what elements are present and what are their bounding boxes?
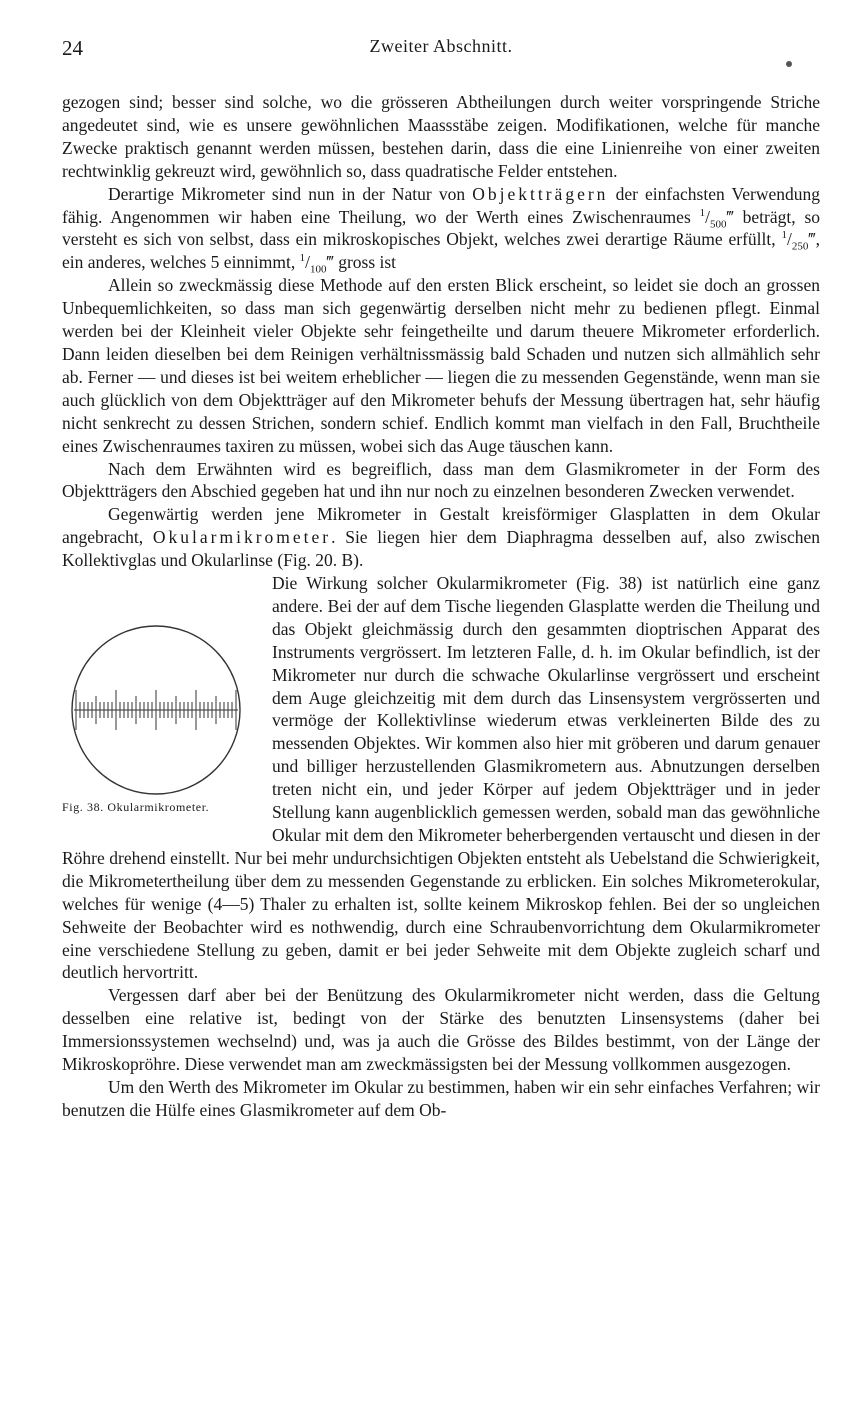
ink-spot (786, 61, 792, 67)
running-head: Zweiter Abschnitt. (369, 36, 513, 56)
page-header (62, 36, 820, 66)
emphasis-objekttraegern: Objektträgern (472, 183, 609, 204)
page-number: 24 (62, 36, 83, 60)
paragraph-3: Allein so zweckmässig diese Methode auf den ersten Blick erscheint, so leidet sie doch an grossen Unbequemlichkeiten, so dass man sich gegenwärtig derselben nicht mehr zu bedienen pflegt. Einmal werden bei der Kleinheit vieler Objekte sehr feingetheilte und darum theuere Mikrometer erforderlich. Dann leiden dieselben bei dem Reinigen verhältnissmässig bald Schaden und nutzen sich allmählich sehr ab. Ferner — und dieses ist bei weitem erheblicher — liegen die zu messenden Gegenstände, wenn man sie auch glücklich von dem Objektträger auf den Mikrometer behufs der Messung übertragen hat, sehr häufig nicht senkrecht zu dessen Strichen, sondern schief. Endlich kommt man vielfach in den Fall, Bruchtheile eines Zwischenraumes taxiren zu müssen, wobei sich das Auge täuschen kann. (62, 275, 820, 456)
body-text: gezogen sind; besser sind solche, wo die grösseren Abtheilungen durch weiter vorspringende Striche angedeutet sind, wie es unsere gewöhnlichen Maassstäbe zeigen. Modifikationen, welche für manche Zwecke praktisch genannt werden müssen, bestehen darin, dass die eine Linienreihe von einer zweiten rechtwinklig gekreuzt wird, gewöhnlich so, dass quadratische Felder entstehen. Derartige Mikrometer sind nun in der Natur von Objektträgern der einfachsten Verwendung fähig. Angenommen wir haben eine Theilung, wo der Werth eines Zwischenraumes $^1/_{500}‴$ beträgt, so versteht es sich von selbst, dass ein mikroskopisches Objekt, welches zwei derartige Räume erfüllt, $^1/_{250}‴$, ein anderes, welches 5 einnimmt, $^1/_{100}‴$ gross ist Allein so zweckmässig diese Methode auf den ersten Blick erscheint, so leidet sie doch an grossen Unbequemlichkeiten, so dass man sich gegenwärtig derselben nicht mehr zu bedienen pflegt. Einmal werden bei der Kleinheit vieler Objekte sehr feingetheilte und darum theuere Mikrometer erforderlich. Dann leiden dieselben bei dem Reinigen verhältnissmässig bald Schaden und nutzen sich allmählich sehr ab. Ferner — und dieses ist bei weitem erheblicher — liegen die zu messenden Gegenstände, wenn man sie auch glücklich von dem Objektträger auf den Mikrometer behufs der Messung übertragen hat, sehr häufig nicht senkrecht zu dessen Strichen, sondern schief. Endlich kommt man vielfach in den Fall, Bruchtheile eines Zwischenraumes taxiren zu müssen, wobei sich das Auge täuschen kann. Nach dem Erwähnten wird es begreiflich, dass man dem Glasmikrometer in der Form des Objektträgers den Abschied gegeben hat und ihn nur noch zu einzelnen besonderen Zwecken verwendet. Gegenwärtig werden jene Mikrometer in Gestalt kreisförmiger Glasplatten in dem Okular angebracht, Okularmikrometer. Sie liegen hier dem Diaphragma desselben auf, also zwischen Kollektivglas und Okularlinse (Fig. 20. B). Fig. 38. Okularmikrometer. Die Wirkung solcher Okularmikrometer (Fig. 38) ist natürlich eine ganz andere. Bei der auf dem Tische liegenden Glasplatte werden die Theilung und das Objekt gleichmässig durch den gesammten dioptrischen Apparat des Instruments vergrössert. Im letzteren Falle, d. h. im Okular befindlich, ist der Mikrometer nur durch die schwache Okularlinse vergrössert und erscheint dem Auge gleichzeitig mit dem durch das Linsensystem vergrösserten und vermöge der Kollektivlinse wiederum etwas verkleinerten Bilde des zu messenden Objektes. Wir kommen also hier mit gröberen und darum genauer und billiger herzustellenden Glasmikrometern aus. Abnutzungen derselben treten nicht ein, und jeder Körper auf jedem Objektträger und in jeder Stellung kann augenblicklich gemessen werden, sobald man das gewöhnliche Okular mit dem den Mikrometer beherbergenden vertauscht und diesen in der Röhre drehend einstellt. Nur bei mehr undurchsichtigen Objekten entsteht als Uebelstand die Schwierigkeit, die Mikrometertheilung über dem zu messenden Gegenstande zu erblicken. Ein solches Mikrometerokular, welches für wenige (4—5) Thaler zu erhalten ist, sollte keinem Mikroskop fehlen. Bei der so ungleichen Sehweite der Beobachter wird es nothwendig, durch eine Schraubenvorrichtung dem Okularmikrometer eine verschiedene Stellung zu geben, damit er bei jeder Sehweite mit dem Objekte zugleich scharf und deutlich hervortritt. Vergessen darf aber bei der Benützung des Okularmikrometer nicht werden, dass die Geltung desselben eine relative ist, bedingt von der Stärke des benutzten Linsensystems (daher bei Immersionssystemen wechselnd) und, was ja auch die Grösse des Bildes bestimmt, von der Länge der Mikroskopröhre. Diese verwendet man am zweckmässigsten bei der Messung vollkommen ausgezogen. Um den Werth des Mikrometer im Okular zu bestimmen, haben wir ein sehr einfaches Verfahren; wir benutzen die Hülfe eines Glasmikrometer auf dem Ob- (62, 92, 821, 1120)
figure-38 (62, 618, 272, 846)
ocular-micrometer-illustration (70, 624, 248, 800)
paragraph-8: Um den Werth des Mikrometer im Okular zu bestimmen, haben wir ein sehr einfaches Verfahren; wir benutzen die Hülfe eines Glasmikrometer auf dem Ob- (62, 1076, 820, 1120)
emphasis-okularmikrometer: Okularmikrometer (152, 527, 332, 548)
paragraph-1: gezogen sind; besser sind solche, wo die grösseren Abtheilungen durch weiter vorspringende Striche angedeutet sind, wie es unsere gewöhnlichen Maassstäbe zeigen. Modifikationen, welche für manche Zwecke praktisch genannt werden müssen, bestehen darin, dass die eine Linienreihe von einer zweiten rechtwinklig gekreuzt wird, gewöhnlich so, dass quadratische Felder entstehen. (62, 92, 820, 181)
paragraph-2: Derartige Mikrometer sind nun in der Natur von Objektträgern der einfachsten Verwendung fähig. Angenommen wir haben eine Theilung, wo der Werth eines Zwischenraumes $^1/_{500}‴$ beträgt, so versteht es sich von selbst, dass ein mikroskopisches Objekt, welches zwei derartige Räume erfüllt, $^1/_{250}‴$, ein anderes, welches 5 einnimmt, $^1/_{100}‴$ gross ist (62, 183, 821, 276)
fraction-numerator: 1 (699, 206, 706, 219)
paragraph-4: Nach dem Erwähnten wird es begreiflich, dass man dem Glasmikrometer in der Form des Objektträgers den Abschied gegeben hat und ihn nur noch zu einzelnen besonderen Zwecken verwendet. (62, 458, 820, 502)
paragraph-5: Gegenwärtig werden jene Mikrometer in Gestalt kreisförmiger Glasplatten in dem Okular angebracht, Okularmikrometer. Sie liegen hier dem Diaphragma desselben auf, also zwischen Kollektivglas und Okularlinse (Fig. 20. B). (62, 504, 821, 571)
paragraph-7: Vergessen darf aber bei der Benützung des Okularmikrometer nicht werden, dass die Geltung desselben eine relative ist, bedingt von der Stärke des benutzten Linsensystems (daher bei Immersionssystemen wechselnd) und, was ja auch die Grösse des Bildes bestimmt, von der Länge der Mikroskopröhre. Diese verwendet man am zweckmässigsten bei der Messung vollkommen ausgezogen. (62, 985, 820, 1075)
figure-caption: Fig. 38. Okularmikrometer. (62, 800, 210, 815)
fraction-denominator: 500 (710, 218, 727, 231)
